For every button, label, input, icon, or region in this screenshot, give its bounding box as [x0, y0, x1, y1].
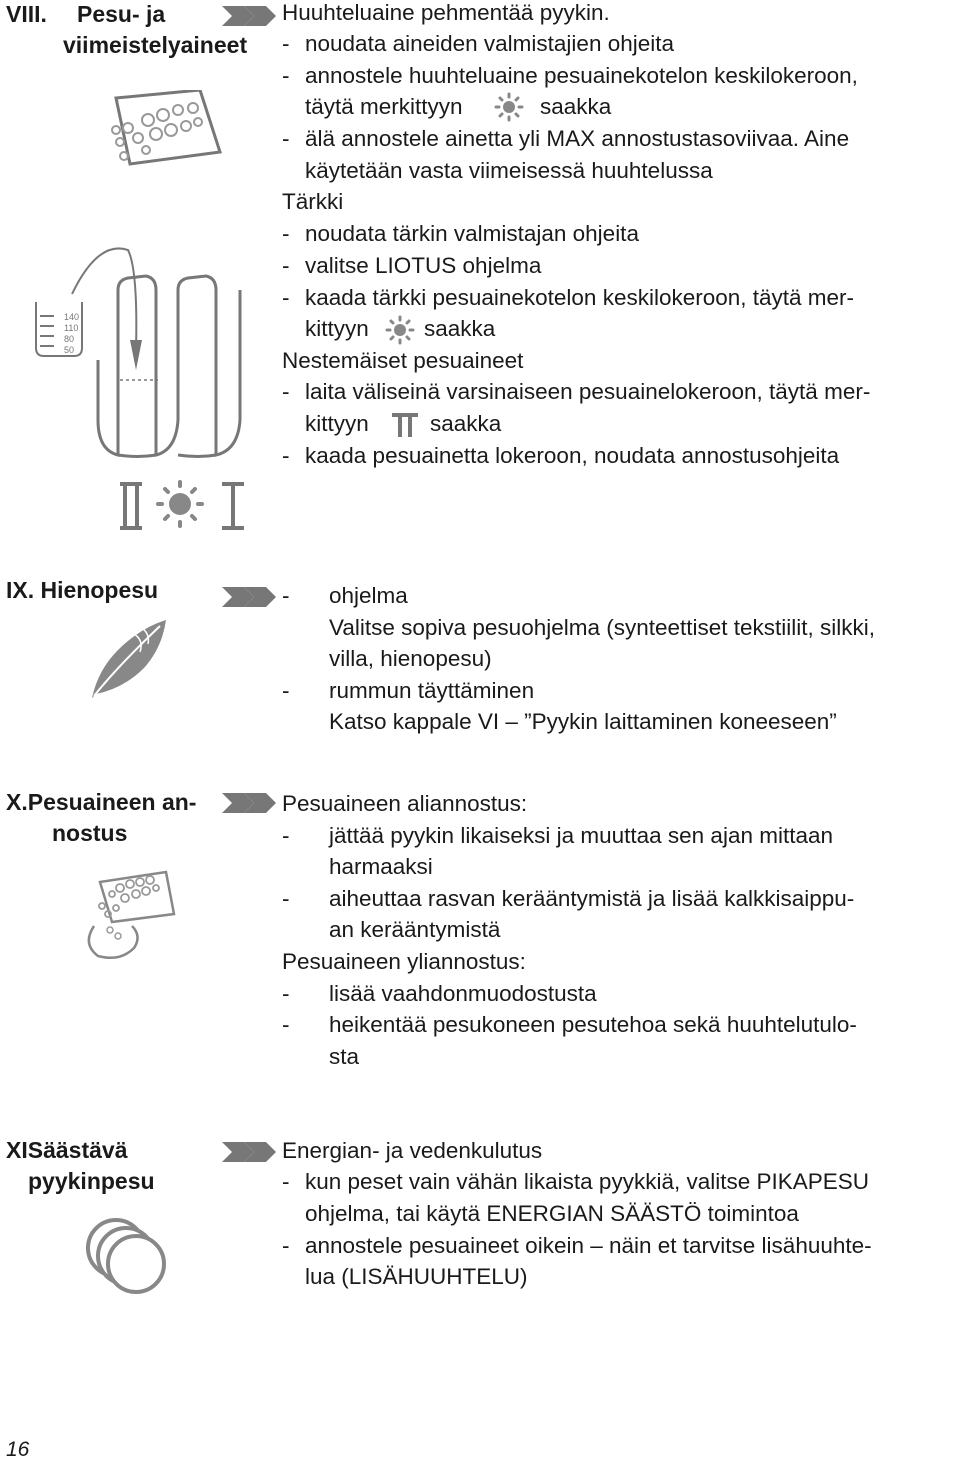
subheading: Nestemäiset pesuaineet: [282, 348, 524, 373]
section-title-x-line1: X.Pesuaineen an-: [6, 789, 197, 815]
text-line: saakka: [430, 411, 502, 436]
text-line: Huuhteluaine pehmentää pyykin.: [282, 0, 610, 25]
text-line: noudata aineiden valmistajien ohjeita: [305, 31, 675, 56]
text-line: saakka: [424, 316, 496, 341]
list-dash: -: [282, 285, 290, 310]
detergent-scoop-icon: [80, 870, 180, 962]
text-line: noudata tärkin valmistajan ohjeita: [305, 221, 639, 246]
subheading: Pesuaineen yliannostus:: [282, 949, 526, 974]
list-dash: -: [282, 63, 290, 88]
list-dash: -: [282, 981, 290, 1006]
text-line: käytetään vasta viimeisessä huuhtelussa: [305, 158, 713, 183]
subheading: Pesuaineen aliannostus:: [282, 791, 528, 816]
list-dash: -: [282, 678, 290, 703]
text-line: heikentää pesukoneen pesutehoa sekä huuhtelutulo-: [329, 1012, 857, 1037]
text-line: Katso kappale VI – ”Pyykin laittaminen koneeseen”: [329, 709, 837, 734]
beaker-mark: 50: [64, 345, 75, 355]
section-title-xi-line2: pyykinpesu: [28, 1168, 155, 1194]
compartment-ii-icon: [390, 410, 420, 440]
double-arrow-icon: [222, 4, 278, 28]
list-dash: -: [282, 1233, 290, 1258]
list-dash: -: [282, 583, 290, 608]
section-title-viii-line2: viimeistelyaineet: [63, 32, 248, 58]
text-line: saakka: [540, 94, 612, 119]
text-line: lua (LISÄHUUHTELU): [305, 1264, 528, 1289]
text-line: laita väliseinä varsinaiseen pesuainelokeroon, täytä mer-: [305, 379, 871, 404]
text-line: älä annostele ainetta yli MAX annostustasoviivaa. Aine: [305, 126, 850, 151]
list-dash: -: [282, 443, 290, 468]
text-line: an kerääntymistä: [329, 917, 501, 942]
list-dash: -: [282, 253, 290, 278]
text-line: kaada tärkki pesuainekotelon keskilokeroon, täytä mer-: [305, 285, 855, 310]
text-line: harmaaksi: [329, 854, 433, 879]
section-number-viii: VIII.: [6, 1, 47, 27]
text-line: lisää vaahdonmuodostusta: [329, 981, 597, 1006]
text-line: kun peset vain vähän likaista pyykkiä, valitse PIKAPESU: [305, 1169, 870, 1194]
beaker-mark: 80: [64, 334, 75, 344]
double-arrow-icon: [222, 585, 278, 609]
list-dash: -: [282, 823, 290, 848]
list-dash: -: [282, 1169, 290, 1194]
double-arrow-icon: [222, 1140, 278, 1164]
subheading: Tärkki: [282, 189, 344, 214]
list-dash: -: [282, 379, 290, 404]
text-line: annostele huuhteluaine pesuainekotelon keskilokeroon,: [305, 63, 858, 88]
text-line: aiheuttaa rasvan kerääntymistä ja lisää kalkkisaippu-: [329, 886, 855, 911]
text-line: ohjelma: [329, 583, 408, 608]
detergent-drawer-illustration: [28, 90, 268, 535]
subheading: Energian- ja vedenkulutus: [282, 1138, 543, 1163]
section-title-x-line2: nostus: [52, 820, 128, 846]
feather-icon: [88, 618, 168, 700]
list-dash: -: [282, 886, 290, 911]
double-arrow-icon: [222, 791, 278, 815]
text-line: rummun täyttäminen: [329, 678, 535, 703]
beaker-mark: 110: [64, 323, 79, 333]
sun-icon: [383, 315, 417, 345]
text-line: annostele pesuaineet oikein – näin et tarvitse lisähuuhte-: [305, 1233, 872, 1258]
text-line: täytä merkittyyn: [305, 94, 463, 119]
text-line: kittyyn: [305, 316, 369, 341]
text-line: kittyyn: [305, 411, 369, 436]
section-title-ix: IX. Hienopesu: [6, 577, 159, 603]
text-line: sta: [329, 1044, 360, 1069]
list-dash: -: [282, 126, 290, 151]
section-title-xi-line1: XISäästävä: [6, 1137, 128, 1163]
page-number: 16: [6, 1438, 30, 1461]
stacked-discs-icon: [84, 1216, 174, 1300]
text-line: ohjelma, tai käytä ENERGIAN SÄÄSTÖ toimintoa: [305, 1201, 799, 1226]
beaker-mark: 140: [64, 312, 80, 322]
section-title-viii-line1: Pesu- ja: [77, 1, 166, 27]
list-dash: -: [282, 31, 290, 56]
sun-icon: [492, 92, 526, 122]
text-line: jättää pyykin likaiseksi ja muuttaa sen ajan mittaan: [329, 823, 834, 848]
text-line: Valitse sopiva pesuohjelma (synteettiset tekstiilit, silkki,: [329, 615, 876, 640]
text-line: valitse LIOTUS ohjelma: [305, 253, 542, 278]
list-dash: -: [282, 221, 290, 246]
text-line: kaada pesuainetta lokeroon, noudata annostusohjeita: [305, 443, 840, 468]
list-dash: -: [282, 1012, 290, 1037]
text-line: villa, hienopesu): [329, 646, 492, 671]
